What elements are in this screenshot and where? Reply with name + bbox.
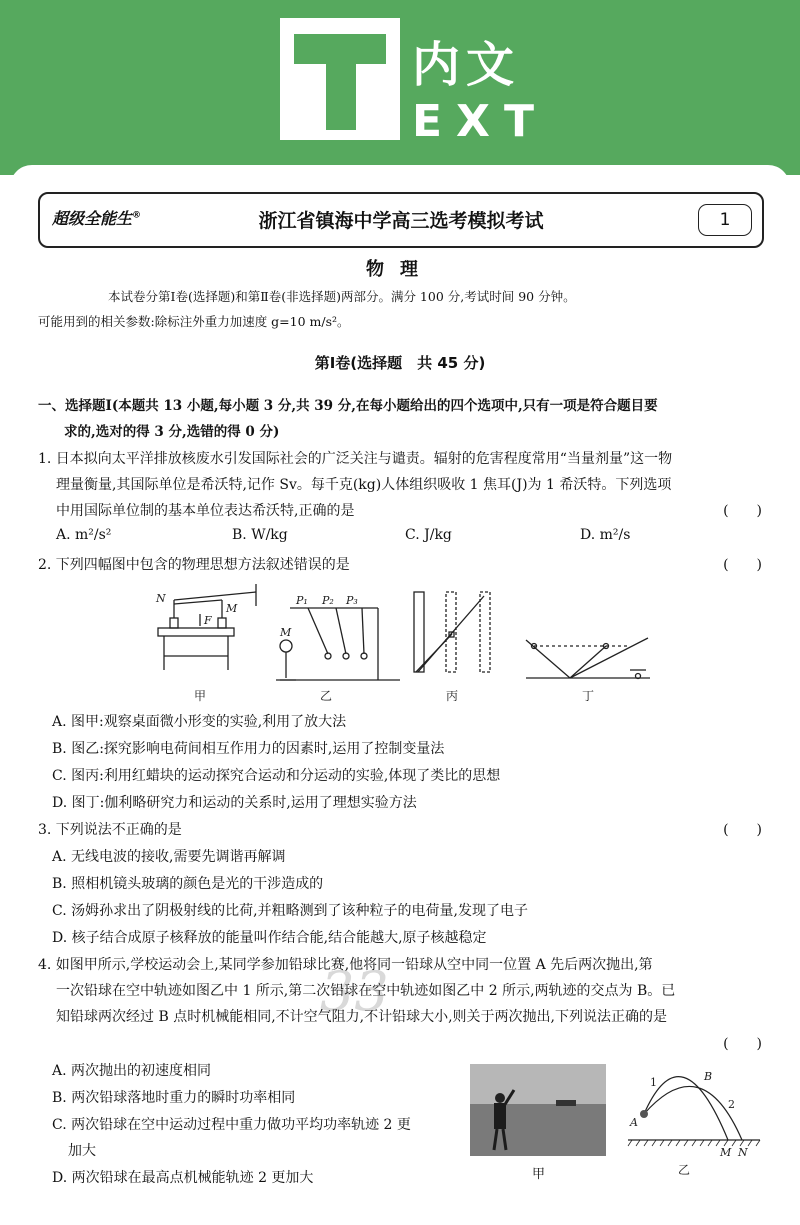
q2-option-c: C. 图丙:利用红蜡块的运动探究合运动和分运动的实验,体现了类比的思想 xyxy=(52,768,501,784)
caption-yi: 乙 xyxy=(320,689,333,703)
figure-bing-tubes xyxy=(414,592,490,672)
caption-jia: 甲 xyxy=(194,689,207,703)
fig-label-p1: P₁ xyxy=(296,594,308,607)
q4-option-d: D. 两次铅球在最高点机械能轨迹 2 更加大 xyxy=(52,1170,314,1186)
figure-yi-pendulums xyxy=(276,608,400,680)
fig-label-m2: M xyxy=(280,626,292,639)
banner-title-cn: 内文 xyxy=(412,37,521,93)
q2-option-d: D. 图丁:伽利略研究力和运动的关系时,运用了理想实验方法 xyxy=(52,795,417,811)
traj-label-2: 2 xyxy=(728,1098,735,1111)
intro-line-2: 可能用到的相关参数:除标注外重力加速度 g=10 m/s²。 xyxy=(38,314,350,329)
q3-answer-paren: ( ) xyxy=(723,822,762,838)
q3-stem: 3. 下列说法不正确的是 xyxy=(38,822,182,838)
brand-logo: 超级全能生® xyxy=(52,209,142,228)
fig-label-n: N xyxy=(156,592,166,605)
trajectory-figure xyxy=(624,1058,764,1178)
traj-label-1: 1 xyxy=(650,1076,657,1089)
top-banner xyxy=(0,0,800,175)
traj-label-b: B xyxy=(704,1070,713,1083)
section-title: 第Ⅰ卷(选择题 共 45 分) xyxy=(314,354,486,372)
fig-label-f: F xyxy=(204,614,212,627)
q3-option-c: C. 汤姆孙求出了阴极射线的比荷,并粗略测到了该种粒子的电荷量,发现了电子 xyxy=(52,903,529,919)
part-instructions-2: 求的,选对的得 3 分,选错的得 0 分) xyxy=(64,424,280,440)
q1-line-2: 理量衡量,其国际单位是希沃特,记作 Sv。每千克(kg)人体组织吸收 1 焦耳(J)为 1 希沃特。下列选项 xyxy=(56,477,672,493)
banner-title-en: EXT xyxy=(412,96,548,147)
intro-line-1: 本试卷分第Ⅰ卷(选择题)和第Ⅱ卷(非选择题)两部分。满分 100 分,考试时间 90 分钟。 xyxy=(108,289,576,304)
q3-option-d: D. 核子结合成原子核释放的能量叫作结合能,结合能越大,原子核越稳定 xyxy=(52,930,487,946)
shot-put-photo xyxy=(470,1064,606,1156)
q4-line-2: 一次铅球在空中轨迹如图乙中 1 所示,第二次铅球在空中轨迹如图乙中 2 所示,两轨迹的交点为 B。已 xyxy=(56,983,676,999)
traj-label-n: N xyxy=(738,1146,748,1159)
q1-answer-paren: ( ) xyxy=(723,503,762,519)
fig-label-p2: P₂ xyxy=(322,594,334,607)
figure-jia-table xyxy=(158,584,256,670)
q1-option-d: D. m²/s xyxy=(580,527,631,543)
fig-label-p3: P₃ xyxy=(346,594,358,607)
traj-label-a: A xyxy=(630,1116,638,1129)
q2-stem: 2. 下列四幅图中包含的物理思想方法叙述错误的是 xyxy=(38,557,350,573)
q4-option-b: B. 两次铅球落地时重力的瞬时功率相同 xyxy=(52,1090,296,1106)
q4-option-a: A. 两次抛出的初速度相同 xyxy=(52,1063,212,1079)
q1-option-a: A. m²/s² xyxy=(56,527,112,543)
caption-ding: 丁 xyxy=(582,689,595,703)
q1-option-c: C. J/kg xyxy=(405,527,452,543)
q2-answer-paren: ( ) xyxy=(723,557,762,573)
watermark: 33 xyxy=(320,960,389,1023)
part-instructions-1: 一、选择题Ⅰ(本题共 13 小题,每小题 3 分,共 39 分,在每小题给出的四个选项中,只有一项是符合题目要 xyxy=(38,398,658,414)
q3-option-a: A. 无线电波的接收,需要先调谐再解调 xyxy=(52,849,286,865)
q3-option-b: B. 照相机镜头玻璃的颜色是光的干涉造成的 xyxy=(52,876,324,892)
q4-line-1: 4. 如图甲所示,学校运动会上,某同学参加铅球比赛,他将同一铅球从空中同一位置 A 先后两次抛出,第 xyxy=(38,957,653,973)
q1-line-3: 中用国际单位制的基本单位表达希沃特,正确的是 xyxy=(56,503,355,519)
subject-title: 物理 xyxy=(366,259,434,280)
q4-option-c-cont: 加大 xyxy=(68,1143,96,1159)
q2-option-b: B. 图乙:探究影响电荷间相互作用力的因素时,运用了控制变量法 xyxy=(52,741,445,757)
q1-line-1: 1. 日本拟向太平洋排放核废水引发国际社会的广泛关注与谴责。辐射的危害程度常用“当量剂量”这一物 xyxy=(38,451,673,467)
exam-title: 浙江省镇海中学高三选考模拟考试 xyxy=(258,210,544,232)
q4-option-c: C. 两次铅球在空中运动过程中重力做功平均功率轨迹 2 更 xyxy=(52,1117,411,1133)
traj-label-m: M xyxy=(720,1146,732,1159)
t-logo-icon xyxy=(280,18,400,140)
figure-ding-ramps xyxy=(526,638,650,679)
fig-label-m: M xyxy=(226,602,238,615)
caption-traj-yi: 乙 xyxy=(678,1163,691,1177)
caption-bing: 丙 xyxy=(446,689,459,703)
caption-photo-jia: 甲 xyxy=(532,1167,546,1182)
q2-figures xyxy=(130,578,670,706)
exam-header xyxy=(38,192,764,248)
q1-option-b: B. W/kg xyxy=(232,527,288,543)
page-number: 1 xyxy=(698,204,752,236)
q2-option-a: A. 图甲:观察桌面微小形变的实验,利用了放大法 xyxy=(52,714,347,730)
q4-line-3: 知铅球两次经过 B 点时机械能相同,不计空气阻力,不计铅球大小,则关于两次抛出,下列说法正确的是 xyxy=(56,1009,667,1025)
q4-answer-paren: ( ) xyxy=(723,1036,762,1052)
